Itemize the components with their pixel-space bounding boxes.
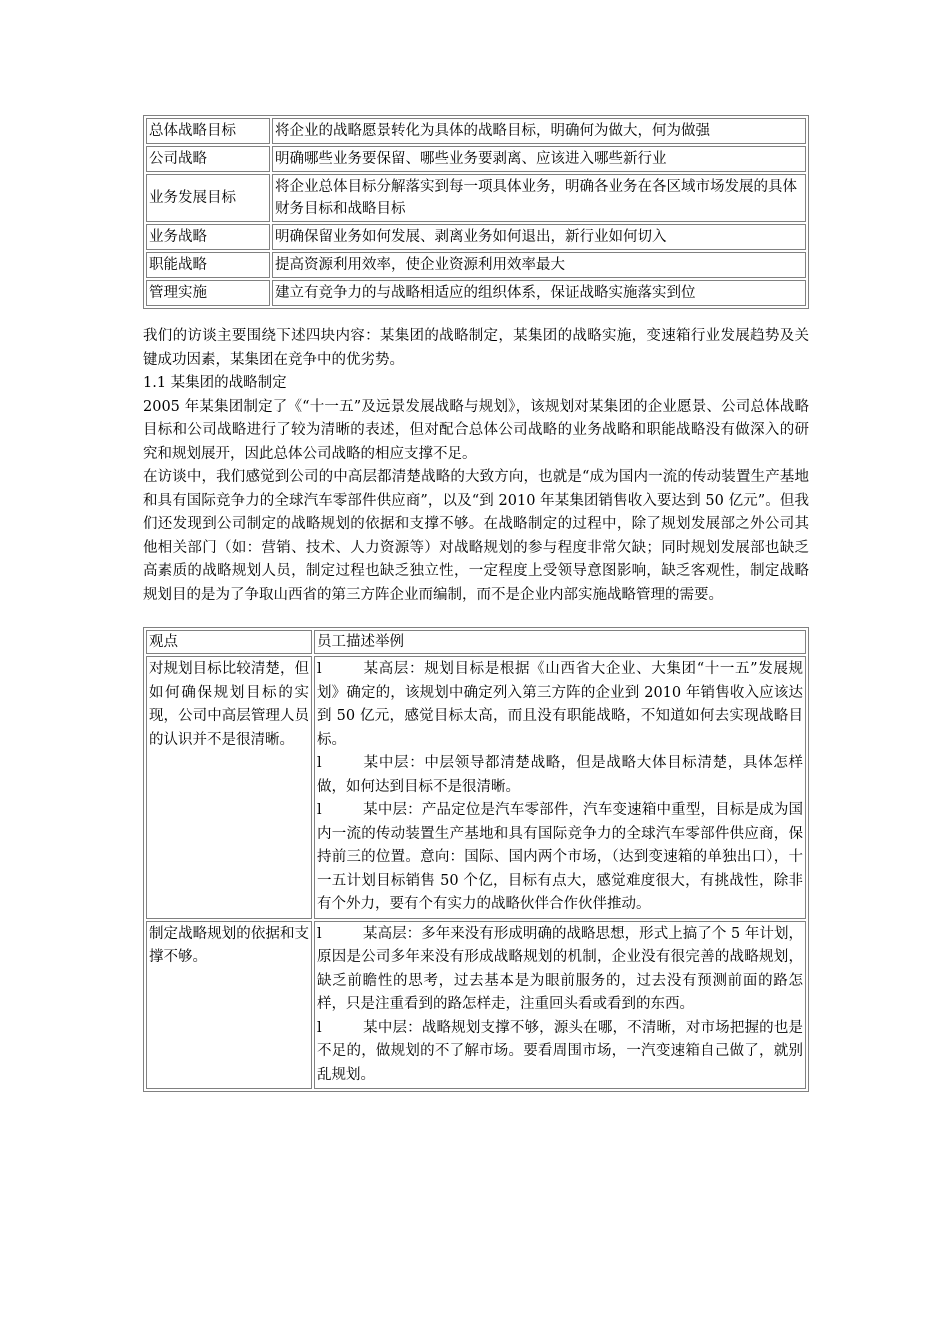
item-text: 某中层：战略规划支撑不够，源头在哪，不清晰，对市场把握的也是不足的，做规划的不了解市场。要看周围市场，一汽变速箱自己做了，就别乱规划。: [317, 1019, 803, 1083]
table-row: [146, 252, 806, 278]
paragraph: 2005 年某集团制定了《“十一五”及远景发展战略与规划》，该规划对某集团的企业愿景、公司总体战略目标和公司战略进行了较为清晰的表述，但对配合总体公司战略的业务战略和职能战略没有做深入的研究和规划展开，因此总体公司战略的相应支撑不足。: [143, 398, 809, 462]
term-cell: 业务发展目标: [146, 174, 270, 222]
term-cell: 公司战略: [146, 146, 270, 172]
interview-views-table: [143, 627, 809, 1092]
examples-cell: [314, 656, 806, 919]
desc-cell: 提高资源利用效率，使企业资源利用效率最大: [272, 252, 806, 278]
desc-cell: 建立有竞争力的与战略相适应的组织体系，保证战略实施落实到位: [272, 280, 806, 306]
view-cell: 制定战略规划的依据和支撑不够。: [146, 921, 312, 1090]
intro-paragraph: 我们的访谈主要围绕下述四块内容：某集团的战略制定，某集团的战略实施，变速箱行业发展趋势及关键成功因素，某集团在竞争中的优劣势。: [143, 328, 809, 368]
table-header-row: [146, 630, 806, 654]
bullet-marker: l: [317, 661, 322, 677]
desc-cell: 明确哪些业务要保留、哪些业务要剥离、应该进入哪些新行业: [272, 146, 806, 172]
body-text: [143, 325, 809, 607]
term-cell: 总体战略目标: [146, 118, 270, 144]
header-view: 观点: [146, 630, 312, 654]
desc-cell: 将企业总体目标分解落实到每一项具体业务，明确各业务在各区域市场发展的具体财务目标和战略目标: [272, 174, 806, 222]
list-item: [317, 799, 803, 917]
table-row: [146, 921, 806, 1090]
strategy-levels-table: [143, 115, 809, 309]
table-row: [146, 174, 806, 222]
desc-cell: 将企业的战略愿景转化为具体的战略目标，明确何为做大，何为做强: [272, 118, 806, 144]
section-heading: 1.1 某集团的战略制定: [143, 375, 287, 391]
table-row: [146, 118, 806, 144]
item-text: 某中层：中层领导都清楚战略，但是战略大体目标清楚，具体怎样做，如何达到目标不是很清晰。: [317, 755, 803, 795]
bullet-marker: l: [317, 755, 322, 771]
item-text: 某高层：多年来没有形成明确的战略思想，形式上搞了个 5 年计划，原因是公司多年来没有形成战略规划的机制，企业没有很完善的战略规划，缺乏前瞻性的思考，过去基本是为眼前服务的，过去没有预测前面的路怎样，只是注重看到的路怎样走，注重回头看或看到的东西。: [317, 925, 803, 1012]
bullet-marker: l: [317, 802, 322, 818]
desc-cell: 明确保留业务如何发展、剥离业务如何退出，新行业如何切入: [272, 224, 806, 250]
bullet-marker: l: [317, 1019, 322, 1036]
term-cell: 业务战略: [146, 224, 270, 250]
item-text: 某高层：规划目标是根据《山西省大企业、大集团“十一五”发展规划》确定的，该规划中确定列入第三方阵的企业到 2010 年销售收入应该达到 50 亿元，感觉目标太高，而且没有职能战略，不知道如何去实现战略目标。: [317, 661, 803, 748]
paragraph: 在访谈中，我们感觉到公司的中高层都清楚战略的大致方向，也就是“成为国内一流的传动装置生产基地和具有国际竞争力的全球汽车零部件供应商”，以及“到 2010 年某集团销售收入要达到 50 亿元”。但我们还发现到公司制定的战略规划的依据和支撑不够。在战略制定的过程中，除了规划发展部之外公司其他相关部门（如：营销、技术、人力资源等）对战略规划的参与程度非常欠缺；同时规划发展部也缺乏高素质的战略规划人员，制定过程也缺乏独立性，一定程度上受领导意图影响，缺乏客观性，制定战略规划目的是为了争取山西省的第三方阵企业而编制，而不是企业内部实施战略管理的需要。: [143, 469, 809, 603]
document-page: [143, 115, 809, 1092]
list-item: [317, 658, 803, 752]
header-examples: 员工描述举例: [314, 630, 806, 654]
examples-cell: [314, 921, 806, 1090]
item-text: 某中层：产品定位是汽车零部件，汽车变速箱中重型，目标是成为国内一流的传动装置生产基地和具有国际竞争力的全球汽车零部件供应商，保持前三的位置。意向：国际、国内两个市场，（达到变速箱的单独出口），十一五计划目标销售 50 个亿，目标有点大，感觉难度很大，有挑战性，除非有个外力，要有个有实力的战略伙伴合作伙伴推动。: [317, 802, 803, 912]
table-row: [146, 656, 806, 919]
table-row: [146, 224, 806, 250]
list-item: [317, 1017, 803, 1088]
view-cell: 对规划目标比较清楚，但如何确保规划目标的实现，公司中高层管理人员的认识并不是很清晰。: [146, 656, 312, 919]
term-cell: 管理实施: [146, 280, 270, 306]
term-cell: 职能战略: [146, 252, 270, 278]
bullet-marker: l: [317, 925, 322, 942]
table-row: [146, 146, 806, 172]
table-row: [146, 280, 806, 306]
list-item: [317, 923, 803, 1017]
list-item: [317, 752, 803, 799]
